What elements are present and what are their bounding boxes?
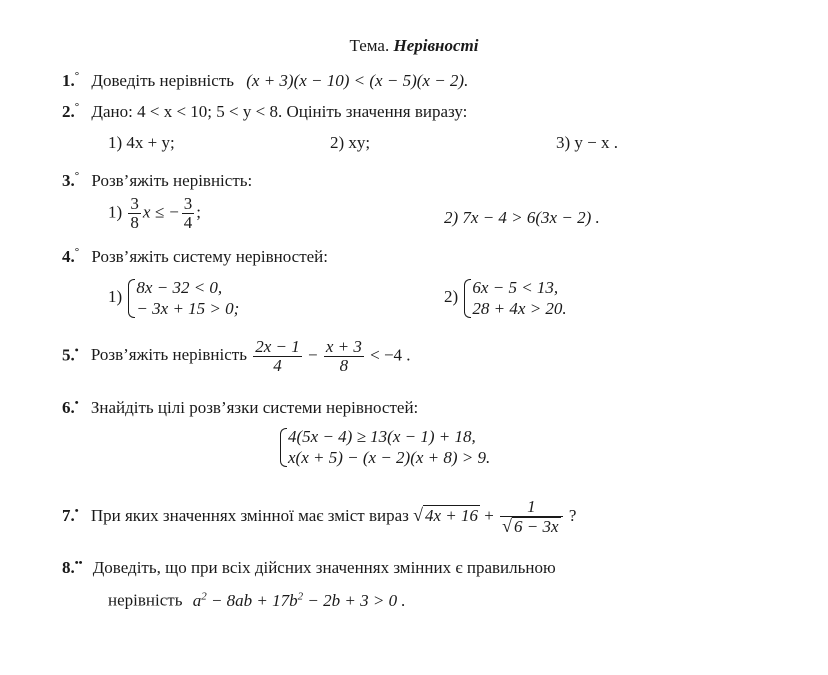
problem-8 <box>62 557 556 578</box>
difficulty-mark: ° <box>74 101 80 113</box>
difficulty-mark: ° <box>74 246 80 258</box>
problem-number: 5. <box>62 345 75 365</box>
problem-text: Розв’яжіть нерівність <box>90 345 247 365</box>
page-title <box>0 36 828 56</box>
radicand: 4x + 16 <box>425 505 479 525</box>
problem-text: Дано: 4 < x < 10; 5 < y < 8. Оцініть значення виразу: <box>91 102 468 121</box>
fraction: $\frac{3}{4}$ <box>183 194 193 232</box>
fraction: $\frac{1}{√ 6 - 3x}$ <box>500 498 562 536</box>
title-prefix: Тема. <box>349 36 390 55</box>
sqrt-sign: √ <box>413 504 424 525</box>
task-4-2: 2) 6x − 5 < 13, 28 + 4x > 20. <box>444 278 567 319</box>
sqrt-sign: √ <box>502 515 513 536</box>
problem-6 <box>62 397 418 418</box>
task-6-system <box>278 426 490 469</box>
problem-3 <box>62 170 252 191</box>
fraction: $\frac{x + 3}{8}$ <box>325 337 362 375</box>
task-3-1: 1) $\frac{3}{8}$ x ≤ − $\frac{3}{4}$ ; <box>108 194 202 232</box>
inequality-expression: (x + 3)(x − 10) < (x − 5)(x − 2). <box>246 71 469 90</box>
problem-number: 8. <box>62 558 75 577</box>
problem-number: 4. <box>62 247 75 266</box>
task-2-1: 1) 4x + y; <box>108 133 175 152</box>
problem-number: 3. <box>62 171 75 190</box>
task-2-2: 2) xy; <box>330 133 371 152</box>
inequality-system: 4(5x − 4) ≥ 13(x − 1) + 18, x(x + 5) − (x − 2)(x + 8) > 9. <box>278 426 490 469</box>
problem-text: При яких значеннях змінної має зміст вираз <box>90 505 409 525</box>
problem-2 <box>62 101 467 122</box>
problem-8-line2: нерівність $a^2 - 8ab + 17b^2 - 2b + 3 > 0$ . <box>108 590 406 610</box>
problem-text: Доведіть нерівність <box>91 71 234 90</box>
difficulty-mark: ° <box>74 70 80 82</box>
fraction: $\frac{2x - 1}{4}$ <box>255 337 300 375</box>
problem-number: 1. <box>62 71 75 90</box>
problem-7: 7.• При яких значеннях змінної має зміст вираз √ 4x + 16 + $\frac{1}{√ 6 - 3x}$ ? <box>62 497 577 536</box>
title-topic: Нерівності <box>393 36 479 55</box>
problem-text: Розв’яжіть систему нерівностей: <box>91 247 328 266</box>
problem-text: Знайдіть цілі розв’язки системи нерівностей: <box>90 398 419 417</box>
difficulty-mark: ° <box>74 170 80 182</box>
inequality-expression: $a^2 - 8ab + 17b^2 - 2b + 3 > 0$ . <box>192 590 406 610</box>
task-2-3: 3) y − x . <box>556 133 618 152</box>
inequality-system: 6x − 5 < 13, 28 + 4x > 20. <box>462 277 566 320</box>
difficulty-mark: • <box>74 504 79 517</box>
task-3-2: 2) 7x − 4 > 6(3x − 2) . <box>444 208 600 227</box>
problem-4 <box>62 246 328 267</box>
difficulty-mark: • <box>74 397 79 409</box>
problem-number: 6. <box>62 398 75 417</box>
problem-5: 5.• Розв’яжіть нерівність $\frac{2x - 1}{4}$ − $\frac{x + 3}{8}$ < −4 . <box>62 337 411 375</box>
task-4-1: 1) 8x − 32 < 0, − 3x + 15 > 0; <box>108 278 240 319</box>
problem-text: Розв’яжіть нерівність: <box>91 171 253 190</box>
difficulty-mark: •• <box>74 557 83 569</box>
problem-text: Доведіть, що при всіх дійсних значеннях змінних є правильною <box>92 558 556 577</box>
problem-number: 2. <box>62 102 75 121</box>
inequality-system: 8x − 32 < 0, − 3x + 15 > 0; <box>126 277 239 320</box>
fraction: $\frac{3}{8}$ <box>130 194 139 232</box>
problem-number: 7. <box>62 505 75 525</box>
difficulty-mark: • <box>74 344 79 357</box>
problem-1 <box>62 70 468 91</box>
